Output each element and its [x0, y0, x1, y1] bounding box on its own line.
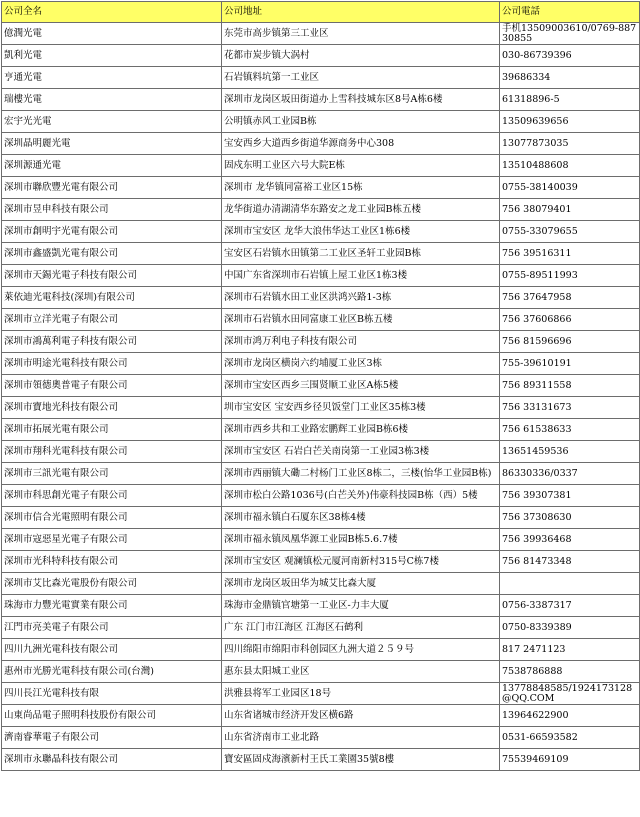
company-address-cell[interactable]: 固戍东明工业区六号大院E栋: [222, 155, 500, 177]
company-phone-cell[interactable]: 0531-66593582: [500, 727, 640, 749]
company-name-cell[interactable]: 瑞樓光電: [2, 89, 222, 111]
table-row: [2, 617, 640, 639]
table-row: [2, 155, 640, 177]
table-row: [2, 441, 640, 463]
company-name-cell[interactable]: 濟南睿華電子有限公司: [2, 727, 222, 749]
company-address-cell[interactable]: 深圳市福永镇凤凰华源工业园B栋5.6.7楼: [222, 529, 500, 551]
company-phone-cell[interactable]: 756 81473348: [500, 551, 640, 573]
header-company-phone[interactable]: 公司電話: [500, 2, 640, 23]
company-address-cell[interactable]: 石岩镇料坑第一工业区: [222, 67, 500, 89]
table-row: [2, 199, 640, 221]
company-address-cell[interactable]: 山东省诸城市经济开发区横6路: [222, 705, 500, 727]
company-name-cell[interactable]: 深圳市立洋光電子有限公司: [2, 309, 222, 331]
company-name-cell[interactable]: 深圳市昱申科技有限公司: [2, 199, 222, 221]
company-phone-cell[interactable]: 13964622900: [500, 705, 640, 727]
table-row: [2, 375, 640, 397]
company-address-cell[interactable]: 深圳市龙岗区坂田街道办上雪科技城东区8号A栋6楼: [222, 89, 500, 111]
table-row: [2, 309, 640, 331]
company-phone-cell[interactable]: 756 39516311: [500, 243, 640, 265]
table-row: [2, 683, 640, 705]
company-name-cell[interactable]: 深圳市科思創光電子有限公司: [2, 485, 222, 507]
company-phone-cell[interactable]: 手机13509003610/0769-88730855: [500, 23, 640, 45]
table-row: [2, 89, 640, 111]
company-name-cell[interactable]: 惠州市光勝光電科技有限公司(台灣): [2, 661, 222, 683]
company-name-cell[interactable]: 深圳市永聯晶科技有限公司: [2, 749, 222, 771]
company-phone-cell[interactable]: 13510488608: [500, 155, 640, 177]
company-phone-cell[interactable]: [500, 573, 640, 595]
company-phone-cell[interactable]: 756 37606866: [500, 309, 640, 331]
table-row: [2, 705, 640, 727]
company-name-cell[interactable]: 亨通光電: [2, 67, 222, 89]
company-address-cell[interactable]: 深圳市 龙华镇同富裕工业区15栋: [222, 177, 500, 199]
company-name-cell[interactable]: 深圳市鑫盛凱光電有限公司: [2, 243, 222, 265]
company-name-cell[interactable]: 凱利光電: [2, 45, 222, 67]
table-row: [2, 507, 640, 529]
company-phone-cell[interactable]: 0755-89511993: [500, 265, 640, 287]
company-address-cell[interactable]: 宝安区石岩镇水田镇第二工业区圣轩工业园B栋: [222, 243, 500, 265]
company-phone-cell[interactable]: 13651459536: [500, 441, 640, 463]
company-address-cell[interactable]: 深圳市龙岗区坂田华为城艾比森大厦: [222, 573, 500, 595]
table-row: [2, 551, 640, 573]
company-phone-cell[interactable]: 13077873035: [500, 133, 640, 155]
table-row: [2, 661, 640, 683]
company-phone-cell[interactable]: 756 37647958: [500, 287, 640, 309]
company-address-cell[interactable]: 深圳市松白公路1036号(白芒关外)伟豪科技园B栋（西）5楼: [222, 485, 500, 507]
company-address-cell[interactable]: 四川绵阳市绵阳市科创园区九洲大道２５９号: [222, 639, 500, 661]
company-name-cell[interactable]: 宏宇光光電: [2, 111, 222, 133]
company-phone-cell[interactable]: 756 38079401: [500, 199, 640, 221]
table-row: [2, 529, 640, 551]
company-address-cell[interactable]: 洪雅县将军工业园区18号: [222, 683, 500, 705]
company-name-cell[interactable]: 深圳市翔科光電科技有限公司: [2, 441, 222, 463]
company-name-cell[interactable]: 深圳市明途光電科技有限公司: [2, 353, 222, 375]
company-name-cell[interactable]: 深圳市寶地光科技有限公司: [2, 397, 222, 419]
company-phone-cell[interactable]: 13509639656: [500, 111, 640, 133]
company-phone-cell[interactable]: 756 81596696: [500, 331, 640, 353]
company-address-cell[interactable]: 山东省济南市工业北路: [222, 727, 500, 749]
table-row: [2, 727, 640, 749]
company-phone-cell[interactable]: 61318896-5: [500, 89, 640, 111]
table-row: [2, 331, 640, 353]
company-address-cell[interactable]: 花都市炭步镇大涡村: [222, 45, 500, 67]
company-name-cell[interactable]: 深圳市艾比森光電股份有限公司: [2, 573, 222, 595]
company-phone-cell[interactable]: 86330336/0337: [500, 463, 640, 485]
company-name-cell[interactable]: 珠海市力豐光電實業有限公司: [2, 595, 222, 617]
table-row: [2, 485, 640, 507]
company-name-cell[interactable]: 深圳市鴻萬利電子科技有限公司: [2, 331, 222, 353]
company-phone-cell[interactable]: 756 61538633: [500, 419, 640, 441]
table-row: [2, 749, 640, 771]
company-address-cell[interactable]: 广东 江门市江海区 江海区石鹤利: [222, 617, 500, 639]
company-name-cell[interactable]: 深圳市信合光電照明有限公司: [2, 507, 222, 529]
table-row: [2, 353, 640, 375]
company-phone-cell[interactable]: 756 39307381: [500, 485, 640, 507]
table-row: [2, 111, 640, 133]
company-address-cell[interactable]: 深圳市西丽镇大磡二村杨门工业区8栋二，三楼(怡华工业园B栋): [222, 463, 500, 485]
company-address-cell[interactable]: 圳市宝安区 宝安西乡径贝饭堂门工业区35栋3楼: [222, 397, 500, 419]
company-phone-cell[interactable]: 39686334: [500, 67, 640, 89]
company-phone-cell[interactable]: 755-39610191: [500, 353, 640, 375]
company-name-cell[interactable]: 深圳市領德奧普電子有限公司: [2, 375, 222, 397]
company-address-cell[interactable]: 深圳市龙岗区横岗六约埔厦工业区3栋: [222, 353, 500, 375]
table-row: [2, 243, 640, 265]
company-address-cell[interactable]: 公明镇赤风工业园B栋: [222, 111, 500, 133]
table-row: [2, 23, 640, 45]
company-name-cell[interactable]: 萊依迪光電科技(深圳)有限公司: [2, 287, 222, 309]
company-name-cell[interactable]: 深圳市天錫光電子科技有限公司: [2, 265, 222, 287]
table-row: [2, 419, 640, 441]
company-name-cell[interactable]: 深圳市拓展光電有限公司: [2, 419, 222, 441]
company-address-cell[interactable]: 东莞市高步镇第三工业区: [222, 23, 500, 45]
company-address-cell[interactable]: 深圳市石岩镇水田工业区洪鸿兴路1-3栋: [222, 287, 500, 309]
company-address-cell[interactable]: 宝安西乡大道西乡街道华源商务中心308: [222, 133, 500, 155]
company-address-cell[interactable]: 深圳市福永镇白石厦东区38栋4楼: [222, 507, 500, 529]
company-phone-cell[interactable]: 0755-38140039: [500, 177, 640, 199]
company-name-cell[interactable]: 四川長江光電科技有限: [2, 683, 222, 705]
company-name-cell[interactable]: 深圳源通光電: [2, 155, 222, 177]
company-address-cell[interactable]: 寶安區固戍海濱新村王氏工業園35號8樓: [222, 749, 500, 771]
company-name-cell[interactable]: 四川九洲光電科技有限公司: [2, 639, 222, 661]
table-row: [2, 397, 640, 419]
company-name-cell[interactable]: 山東尚品電子照明科技股份有限公司: [2, 705, 222, 727]
company-address-cell[interactable]: 深圳市石岩镇水田同富康工业区B栋五楼: [222, 309, 500, 331]
table-row: [2, 221, 640, 243]
company-address-cell[interactable]: 深圳市宝安区西乡三围贤顺工业区A栋5楼: [222, 375, 500, 397]
table-row: [2, 45, 640, 67]
company-phone-cell[interactable]: 756 33131673: [500, 397, 640, 419]
header-row: [2, 2, 640, 23]
company-phone-cell[interactable]: 0750-8339389: [500, 617, 640, 639]
company-name-cell[interactable]: 江門市亮美電子有限公司: [2, 617, 222, 639]
company-phone-cell[interactable]: 030-86739396: [500, 45, 640, 67]
company-phone-cell[interactable]: 817 2471123: [500, 639, 640, 661]
table-row: [2, 177, 640, 199]
company-phone-cell[interactable]: 75539469109: [500, 749, 640, 771]
company-phone-cell[interactable]: 0755-33079655: [500, 221, 640, 243]
company-directory-table: [1, 1, 640, 771]
company-address-cell[interactable]: 深圳市鸿万利电子科技有限公司: [222, 331, 500, 353]
company-address-cell[interactable]: 深圳市西乡共和工业路宏鹏辉工业园B栋6楼: [222, 419, 500, 441]
table-row: [2, 595, 640, 617]
company-phone-cell[interactable]: 13778848585/1924173128@QQ.COM: [500, 683, 640, 705]
company-address-cell[interactable]: 龙华街道办清湖清华东路安之龙工业园B栋五楼: [222, 199, 500, 221]
company-phone-cell[interactable]: 756 89311558: [500, 375, 640, 397]
company-address-cell[interactable]: 深圳市宝安区 龙华大浪伟华达工业区1栋6楼: [222, 221, 500, 243]
header-company-name[interactable]: 公司全名: [2, 2, 222, 23]
company-phone-cell[interactable]: 756 39936468: [500, 529, 640, 551]
table-row: [2, 287, 640, 309]
company-address-cell[interactable]: 惠东县太阳城工业区: [222, 661, 500, 683]
header-company-address[interactable]: 公司地址: [222, 2, 500, 23]
company-address-cell[interactable]: 中国广东省深圳市石岩镇上屋工业区1栋3楼: [222, 265, 500, 287]
company-phone-cell[interactable]: 0756-3387317: [500, 595, 640, 617]
table-row: [2, 639, 640, 661]
table-row: [2, 133, 640, 155]
company-address-cell[interactable]: 深圳市宝安区 石岩白芒关南岗第一工业园3栋3楼: [222, 441, 500, 463]
company-name-cell[interactable]: 深圳市聯欣豐光電有限公司: [2, 177, 222, 199]
company-phone-cell[interactable]: 756 37308630: [500, 507, 640, 529]
table-row: [2, 67, 640, 89]
company-name-cell[interactable]: 深圳市寇惡星光電子有限公司: [2, 529, 222, 551]
table-row: [2, 573, 640, 595]
company-address-cell[interactable]: 珠海市金鼎镇官塘第一工业区-力丰大厦: [222, 595, 500, 617]
company-name-cell[interactable]: 深圳市三訊光電有限公司: [2, 463, 222, 485]
company-name-cell[interactable]: 深圳市光科特科技有限公司: [2, 551, 222, 573]
company-phone-cell[interactable]: 7538786888: [500, 661, 640, 683]
company-name-cell[interactable]: 深圳晶明麗光電: [2, 133, 222, 155]
table-row: [2, 463, 640, 485]
company-name-cell[interactable]: 深圳市創明宇光電有限公司: [2, 221, 222, 243]
company-name-cell[interactable]: 億潤光電: [2, 23, 222, 45]
table-row: [2, 265, 640, 287]
company-address-cell[interactable]: 深圳市宝安区 观澜镇松元厦河南新村315号C栋7楼: [222, 551, 500, 573]
